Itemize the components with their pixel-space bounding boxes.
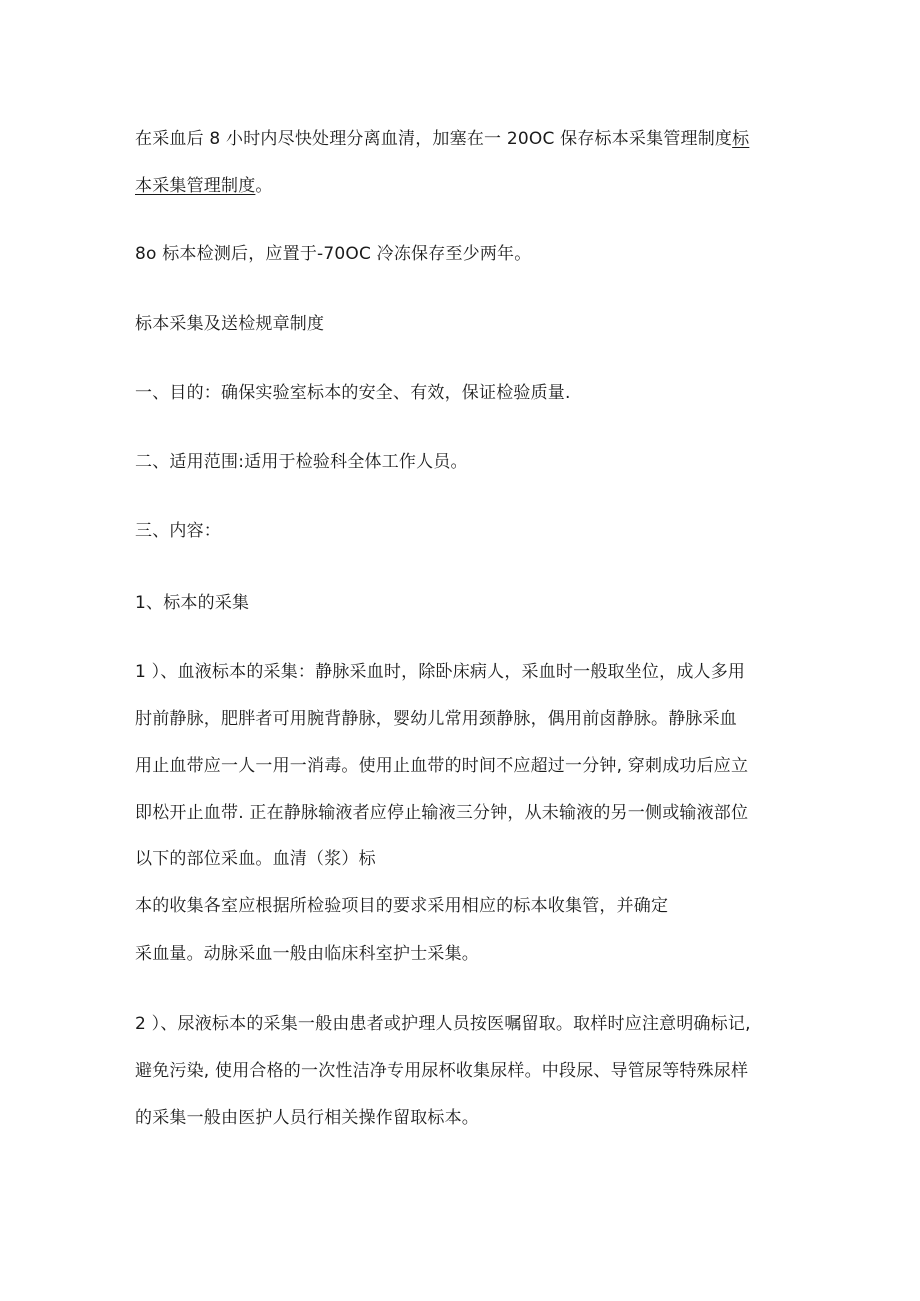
text-segment: 。 [255, 176, 273, 196]
underlined-text: 本采集管理制度 [135, 176, 256, 196]
paragraph-blood-line-6: 本的收集各室应根据所检验项目的要求采用相应的标本收集管，并确定 [135, 896, 669, 916]
text-segment: 在采血后 8 小时内尽快处理分离血清，加塞在一 20OC 保存标本采集管理制度 [135, 129, 733, 149]
paragraph-blood-line-2: 肘前静脉，肥胖者可用腕背静脉，婴幼儿常用颈静脉，偶用前卤静脉。静脉采血 [135, 709, 737, 729]
paragraph-scope: 二、适用范围:适用于检验科全体工作人员。 [135, 452, 468, 472]
paragraph-urine-line-2: 避免污染, 使用合格的一次性洁净专用尿杯收集尿样。中段尿、导管尿等特殊尿样 [135, 1061, 749, 1081]
paragraph-purpose: 一、目的：确保实验室标本的安全、有效，保证检验质量. [135, 383, 571, 403]
paragraph-1-line-2 [135, 174, 273, 198]
paragraph-urine-line-1: 2 ）、尿液标本的采集一般由患者或护理人员按医嘱留取。取样时应注意明确标记, [135, 1014, 751, 1034]
paragraph-blood-line-4: 即松开止血带. 正在静脉输液者应停止输液三分钟，从未输液的另一侧或输液部位 [135, 803, 749, 823]
paragraph-blood-line-3: 用止血带应一人一用一消毒。使用止血带的时间不应超过一分钟, 穿刺成功后应立 [135, 756, 749, 776]
paragraph-urine-line-3: 的采集一般由医护人员行相关操作留取标本。 [135, 1108, 479, 1128]
underlined-text: 标 [732, 129, 750, 149]
paragraph-blood-line-7: 采血量。动脉采血一般由临床科室护士采集。 [135, 944, 479, 964]
paragraph-content-heading: 三、内容： [135, 521, 221, 541]
paragraph-1-line-1 [135, 127, 749, 151]
paragraph-2: 8o 标本检测后，应置于-70OC 冷冻保存至少两年。 [135, 244, 532, 264]
paragraph-blood-line-1: 1 ）、血液标本的采集：静脉采血时，除卧床病人，采血时一般取坐位，成人多用 [135, 662, 746, 682]
paragraph-blood-line-5: 以下的部位采血。血清（浆）标 [135, 849, 376, 869]
section-title: 标本采集及送检规章制度 [135, 314, 325, 334]
subsection-heading: 1、标本的采集 [135, 593, 250, 613]
